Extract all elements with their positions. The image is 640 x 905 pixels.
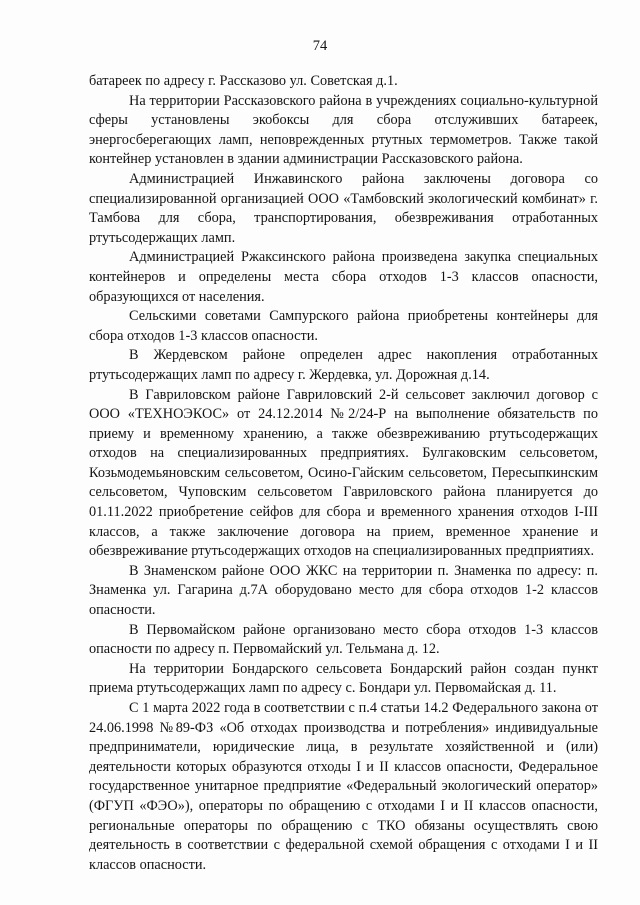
page-number: 74	[312, 38, 328, 54]
paragraph-federal-law: С 1 марта 2022 года в соответствии с п.4 статьи 14.2 Федерального закона от 24.06.1998 №89-ФЗ «Об отходах производства и потребления» индивидуальные предприниматели, юридические лица, в результате хозяйственной и (или) деятельности которых образуются отходы I и II классов опасности, Федеральное государственное унитарное предприятие «Федеральный экологический оператор» (ФГУП «ФЭО»), операторы по обращению с отходами I и II классов опасности, региональные операторы по обращению с ТКО обязаны осуществлять свою деятельность в соответствии с федеральной схемой обращения с отходами I и II классов опасности.	[89, 700, 598, 873]
paragraph-pervomaisky: В Первомайском районе организовано место сбора отходов 1-3 классов опасности по адресу п. Первомайский ул. Тельмана д. 12.	[89, 621, 598, 658]
paragraph-sampur: Сельскими советами Сампурского района приобретены контейнеры для сбора отходов 1-3 классов опасности.	[89, 308, 598, 344]
document-body	[89, 72, 598, 875]
paragraph-bondari: На территории Бондарского сельсовета Бондарский район создан пункт приема ртутьсодержащих ламп по адресу с. Бондари ул. Первомайская д. 11.	[89, 660, 598, 697]
paragraph-continuation: батареек по адресу г. Рассказово ул. Советская д.1.	[89, 73, 398, 89]
paragraph-rasskazovo: На территории Рассказовского района в учреждениях социально-культурной сферы установлены экобоксы для сбора отслуживших батареек, энергосберегающих ламп, неповрежденных ртутных термометров. Также такой контейнер установлен в здании администрации Рассказовского района.	[89, 92, 598, 168]
paragraph-zherdevka: В Жердевском районе определен адрес накопления отработанных ртутьсодержащих ламп по адресу г. Жердевка, ул. Дорожная д.14.	[89, 347, 598, 383]
paragraph-znamenka: В Знаменском районе ООО ЖКС на территории п. Знаменка по адресу: п. Знаменка ул. Гагарина д.7А оборудовано место для сбора отходов 1-2 классов опасности.	[89, 562, 598, 619]
paragraph-rzhaksa: Администрацией Ржаксинского района произведена закупка специальных контейнеров и определены места сбора отходов 1-3 классов опасности, образующихся от населения.	[89, 249, 598, 305]
paragraph-inzhavino: Администрацией Инжавинского района заключены договора со специализированной организацией ООО «Тамбовский экологический комбинат» г. Тамбова для сбора, транспортирования, обезвреживания отработанных ртутьсодержащих ламп.	[89, 170, 598, 246]
paragraph-gavrilovka: В Гавриловском районе Гавриловский 2-й сельсовет заключил договор с ООО «ТЕХНОЭКОС» от 24.12.2014 №2/24-Р на выполнение обязательств по приему и временному хранению, а также обезвреживанию ртутьсодержащих отходов на специализированных предприятиях. Булгаковским сельсоветом, Козьмодемьяновским сельсоветом, Осино-Гайским сельсоветом, Пересыпкинским сельсоветом, Чуповским сельсоветом Гавриловского района планируется до 01.11.2022 приобретение сейфов для сбора и временного хранения отходов I-III классов, а также заключение договора на прием, временное хранение и обезвреживание ртутьсодержащих отходов на специализированных предприятиях.	[89, 386, 598, 560]
